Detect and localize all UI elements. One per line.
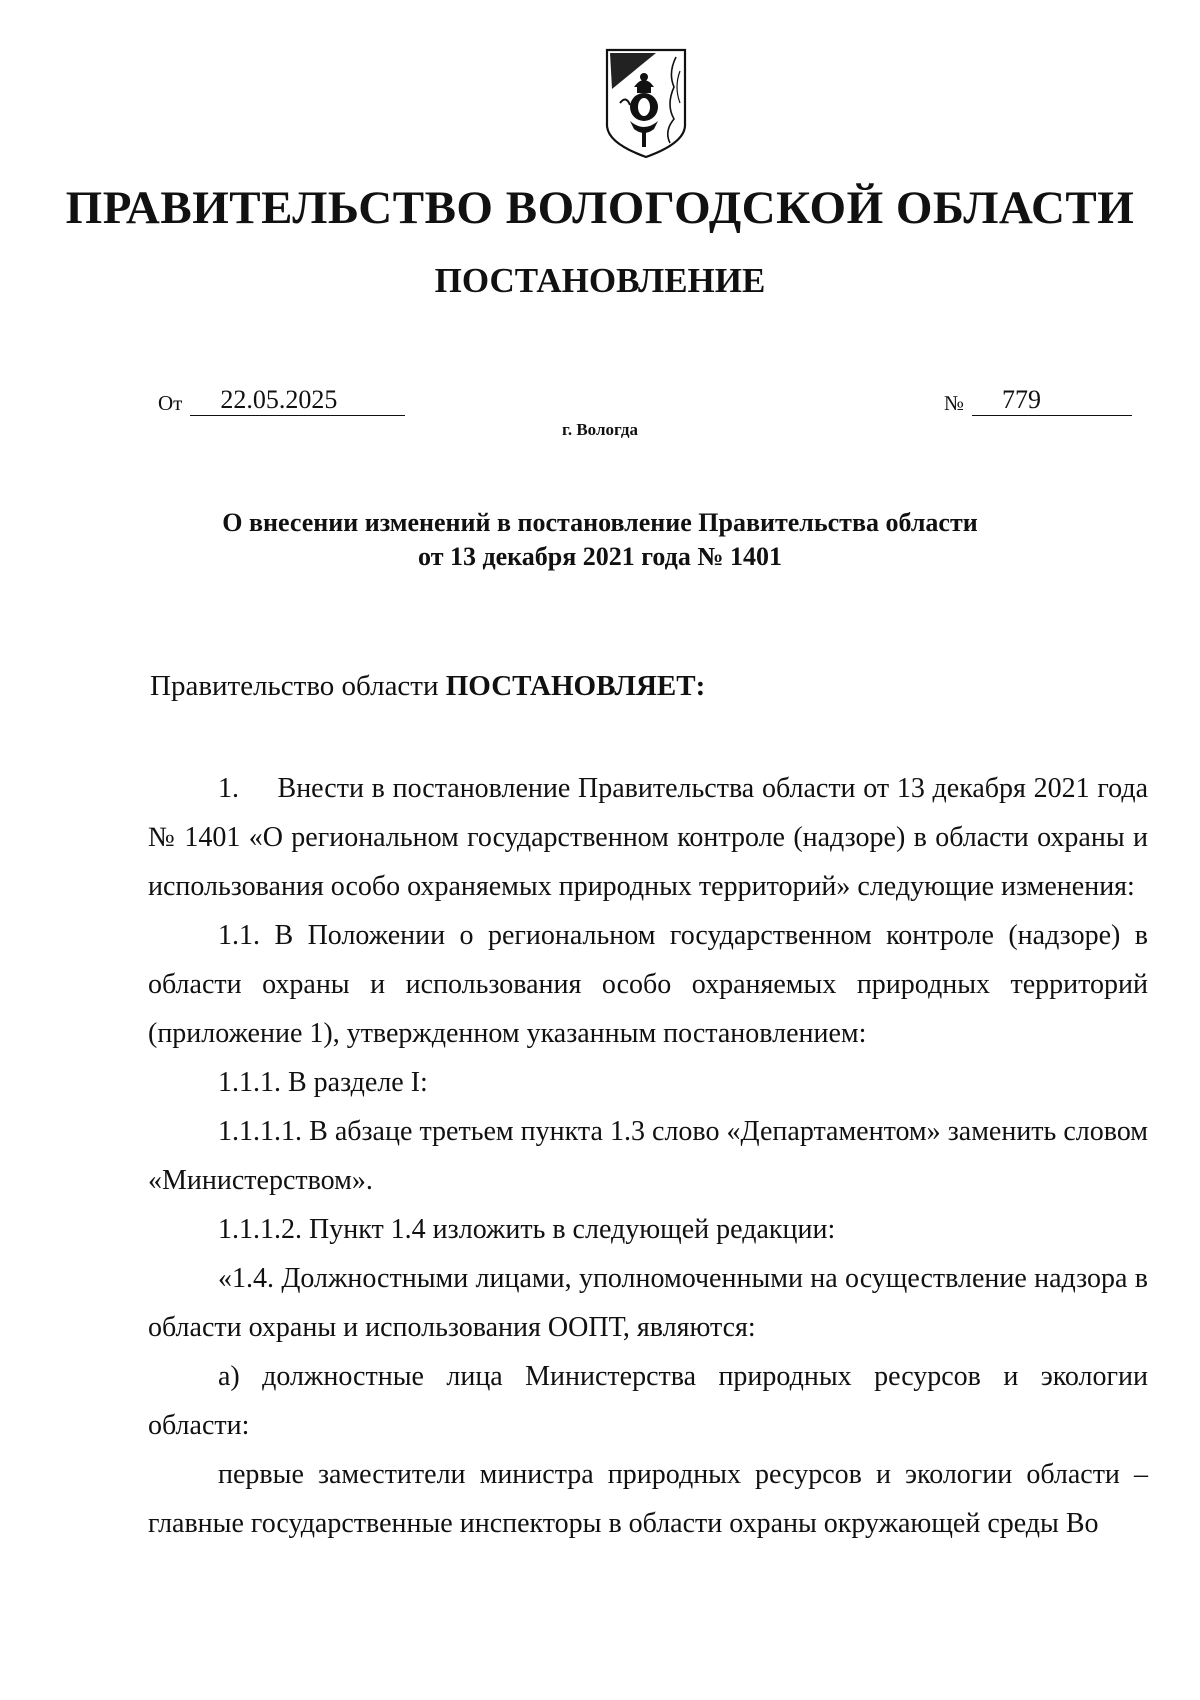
number-field: 779	[972, 385, 1132, 416]
paragraph-1-1-1-2: 1.1.1.2. Пункт 1.4 изложить в следующей редакции:	[218, 1214, 836, 1245]
document-type-title: ПОСТАНОВЛЕНИЕ	[434, 261, 766, 300]
paragraph-1-1-1: 1.1.1. В разделе I:	[218, 1067, 428, 1098]
paragraph-1-4-quote: «1.4. Должностными лицами, уполномоченными на осуществление надзора в области охраны и использования ООПТ, являются:	[148, 1263, 1148, 1343]
paragraph-a: а) должностные лица Министерства природных ресурсов и экологии области:	[148, 1361, 1148, 1441]
coat-of-arms-emblem	[604, 47, 688, 159]
government-title: ПРАВИТЕЛЬСТВО ВОЛОГОДСКОЙ ОБЛАСТИ	[65, 182, 1135, 234]
paragraph-1-1-1-1: 1.1.1.1. В абзаце третьем пункта 1.3 слово «Департаментом» заменить словом «Министерством».	[148, 1116, 1148, 1196]
subject-line-2: от 13 декабря 2021 года № 1401	[418, 542, 782, 571]
date-field: 22.05.2025	[190, 385, 405, 416]
date-prefix: От	[158, 390, 183, 415]
document-body	[148, 764, 1148, 1548]
subject-line-1: О внесении изменений в постановление Правительства области	[222, 508, 978, 537]
intro-text: Правительство области	[150, 670, 446, 702]
city-label: г. Вологда	[562, 420, 638, 439]
document-subject	[150, 506, 1050, 574]
intro-line	[150, 668, 705, 704]
number-prefix: №	[944, 390, 965, 415]
paragraph-1-1: 1.1. В Положении о региональном государственном контроле (надзоре) в области охраны и использования особо охраняемых природных территорий (приложение 1), утвержденном указанным постановлением:	[148, 920, 1148, 1049]
paragraph-1: 1. Внести в постановление Правительства области от 13 декабря 2021 года № 1401 «О региональном государственном контроле (надзоре) в области охраны и использования особо охраняемых природных территорий» следующие изменения:	[148, 773, 1148, 902]
paragraph-first-deputies: первые заместители министра природных ресурсов и экологии области – главные государственные инспекторы в области охраны окружающей среды Во	[148, 1459, 1148, 1539]
intro-bold-text: ПОСТАНОВЛЯЕТ:	[445, 670, 706, 702]
number-block	[944, 385, 1132, 416]
date-block	[158, 385, 405, 416]
